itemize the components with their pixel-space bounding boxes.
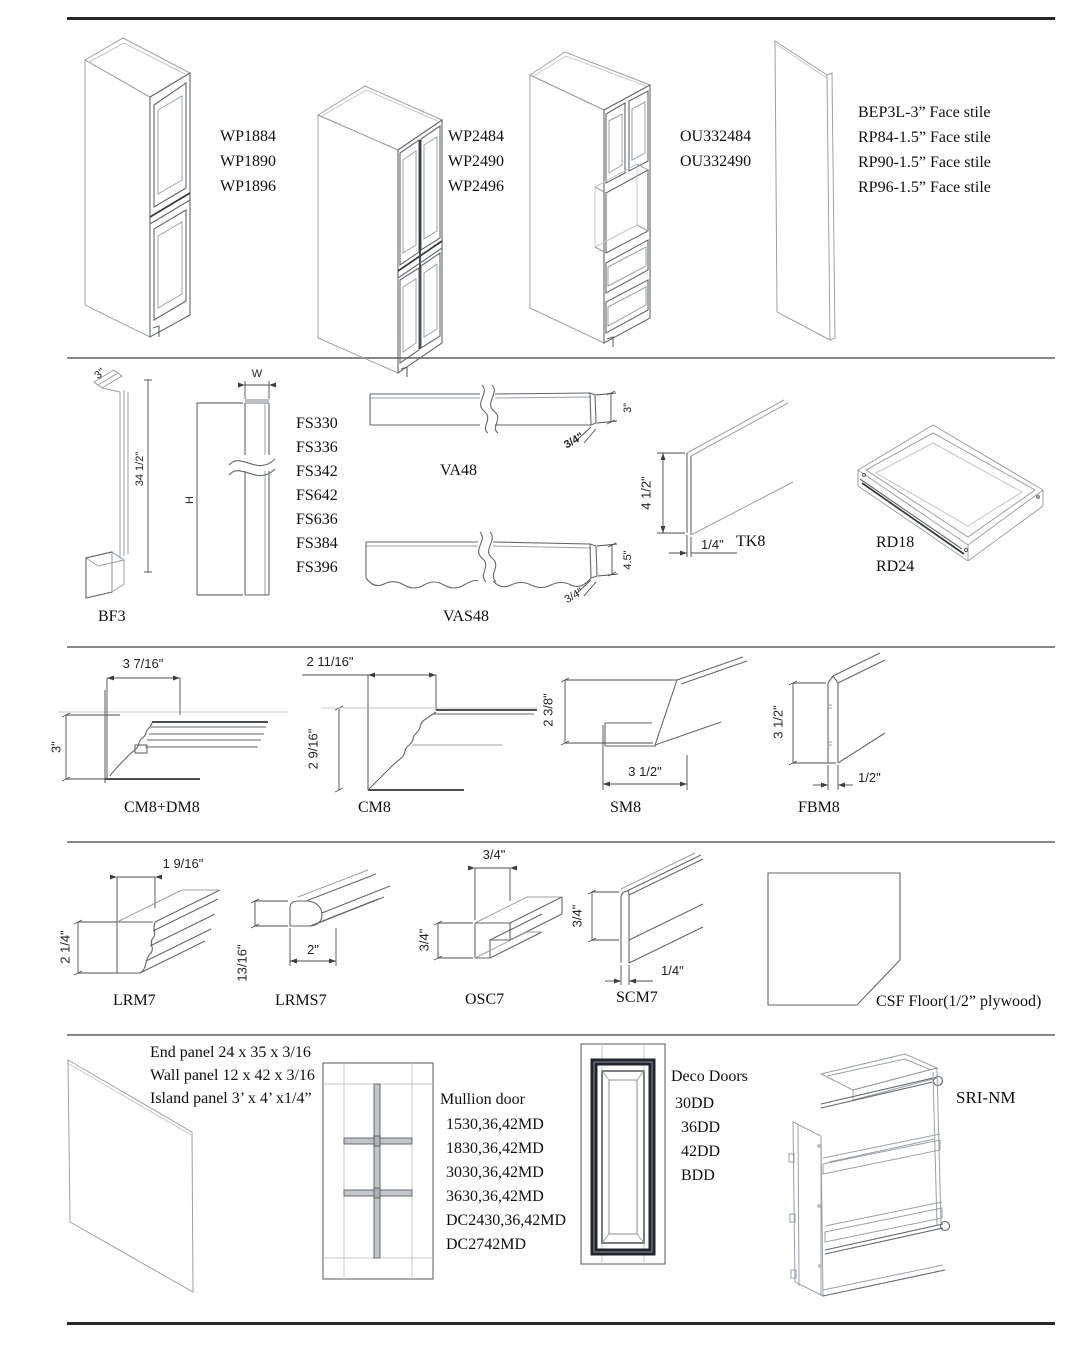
sri-label: SRI-NM <box>956 1088 1016 1107</box>
code: RP90-1.5” Face stile <box>858 154 991 171</box>
cm8dm8-height-dim: 3" <box>48 741 64 753</box>
lrm7-label: LRM7 <box>113 992 156 1009</box>
face-stile-panel-drawing <box>768 34 843 349</box>
rule-sep-3 <box>67 841 1055 843</box>
vas48-drawing <box>360 528 650 610</box>
pantry-double-codes <box>448 124 504 199</box>
va48-label: VA48 <box>440 462 478 479</box>
code: OU332484 <box>680 128 752 145</box>
panel-spec: Island panel 3’ x 4’ x1/4” <box>150 1090 312 1107</box>
cm8-width-dim: 2 11/16" <box>306 654 354 669</box>
code: BDD <box>681 1167 715 1184</box>
code: RD24 <box>876 558 915 575</box>
code: FS396 <box>296 559 338 576</box>
tk8-thickness-dim: 1/4" <box>701 537 724 552</box>
cm8-label: CM8 <box>358 799 391 816</box>
cm8-drawing <box>292 650 542 792</box>
code: BEP3L-3” Face stile <box>858 104 991 121</box>
rule-top <box>67 17 1055 20</box>
sm8-height-dim: 2 3/8" <box>540 693 556 727</box>
code: 42DD <box>681 1143 721 1160</box>
code: FS342 <box>296 463 338 480</box>
rollout-codes <box>876 531 914 579</box>
va48-height-dim: 3" <box>621 402 634 414</box>
code: RD18 <box>876 534 915 551</box>
deco-door-drawing <box>578 1042 670 1270</box>
rule-sep-2 <box>67 646 1055 648</box>
osc7-height-dim: 3/4" <box>416 928 432 952</box>
oven-cabinet-codes <box>680 124 751 174</box>
code: FS384 <box>296 535 338 552</box>
osc7-width-dim: 3/4" <box>482 847 506 862</box>
lrms7-width-dim: 2" <box>307 942 319 957</box>
bf3-top-dim: 3" <box>92 366 108 382</box>
pantry-single-drawing <box>80 28 205 350</box>
code: RP96-1.5” Face stile <box>858 179 991 196</box>
va48-thickness-dim: 3/4" <box>562 430 586 452</box>
deco-title: Deco Doors <box>671 1068 748 1085</box>
csf-floor-drawing <box>762 865 1057 1013</box>
lrms7-label: LRMS7 <box>275 992 327 1009</box>
cm8dm8-width-dim: 3 7/16" <box>122 656 164 671</box>
code: 30DD <box>675 1095 715 1112</box>
fs-codes <box>296 412 338 580</box>
code: DC2742MD <box>446 1236 527 1253</box>
sm8-width-dim: 3 1/2" <box>628 764 662 779</box>
face-stile-codes <box>858 100 991 200</box>
pantry-single-codes <box>220 124 276 199</box>
code: FS642 <box>296 487 338 504</box>
csf-floor-label: CSF Floor(1/2” plywood) <box>876 993 1042 1010</box>
fs-filler-drawing <box>183 363 303 613</box>
pantry-double-drawing <box>310 68 450 378</box>
code: WP1896 <box>220 178 276 195</box>
code: FS636 <box>296 511 338 528</box>
code: WP1890 <box>220 153 276 170</box>
sm8-drawing <box>535 650 797 798</box>
fbm8-drawing <box>768 650 923 798</box>
code: 3630,36,42MD <box>446 1188 544 1205</box>
sm8-label: SM8 <box>610 799 642 816</box>
fbm8-width-dim: 1/2" <box>858 770 881 785</box>
code: FS336 <box>296 439 338 456</box>
vas48-thickness-dim: 3/4" <box>562 585 586 606</box>
code: FS330 <box>296 415 338 432</box>
code: WP2490 <box>448 153 504 170</box>
cm8dm8-drawing <box>50 650 295 790</box>
rule-sep-4 <box>67 1034 1055 1036</box>
lrms7-drawing <box>228 868 413 990</box>
tk8-height-dim: 4 1/2" <box>638 476 654 510</box>
lrm7-width-dim: 1 9/16" <box>162 856 204 871</box>
fs-height-dim: H <box>183 496 196 504</box>
code: 36DD <box>681 1119 721 1136</box>
code: DC2430,36,42MD <box>446 1212 567 1229</box>
fs-width-dim: W <box>251 368 263 380</box>
tk8-drawing <box>633 393 798 568</box>
tk8-label: TK8 <box>736 533 766 550</box>
lrms7-height-dim: 13/16" <box>234 944 250 982</box>
rule-bottom <box>67 1322 1055 1325</box>
panel-specs <box>150 1041 315 1110</box>
fbm8-height-dim: 3 1/2" <box>770 705 786 739</box>
panel-spec: End panel 24 x 35 x 3/16 <box>150 1044 311 1061</box>
lrm7-drawing <box>57 846 245 988</box>
mullion-door-drawing <box>322 1062 434 1280</box>
code: WP1884 <box>220 128 276 145</box>
bf3-height-dim: 34 1/2" <box>133 451 146 487</box>
code: 1830,36,42MD <box>446 1140 544 1157</box>
cm8dm8-label: CM8+DM8 <box>124 799 200 816</box>
panel-spec: Wall panel 12 x 42 x 3/16 <box>150 1067 315 1084</box>
mullion-title: Mullion door <box>440 1091 525 1108</box>
vas48-label: VAS48 <box>443 608 489 625</box>
scm7-width-dim: 1/4" <box>661 963 684 978</box>
vas48-height-dim: 4.5" <box>621 550 634 570</box>
rule-sep-1 <box>67 357 1055 359</box>
scm7-label: SCM7 <box>616 989 658 1006</box>
scm7-drawing <box>553 845 738 993</box>
deco-codes <box>675 1092 720 1188</box>
code: 3030,36,42MD <box>446 1164 544 1181</box>
code: WP2484 <box>448 128 504 145</box>
fbm8-label: FBM8 <box>798 799 840 816</box>
scm7-height-dim: 3/4" <box>569 904 585 928</box>
va48-drawing <box>362 385 642 460</box>
bf3-drawing <box>78 362 188 612</box>
cm8-height-dim: 2 9/16" <box>305 728 321 770</box>
code: WP2496 <box>448 178 504 195</box>
mullion-codes <box>446 1113 566 1257</box>
code: 1530,36,42MD <box>446 1116 544 1133</box>
code: OU332490 <box>680 153 752 170</box>
osc7-label: OSC7 <box>465 991 505 1008</box>
code: RP84-1.5” Face stile <box>858 129 991 146</box>
sri-rack-drawing <box>785 1046 965 1308</box>
oven-cabinet-drawing <box>520 44 658 356</box>
lrm7-height-dim: 2 1/4" <box>57 930 73 964</box>
bf3-label: BF3 <box>98 608 126 625</box>
